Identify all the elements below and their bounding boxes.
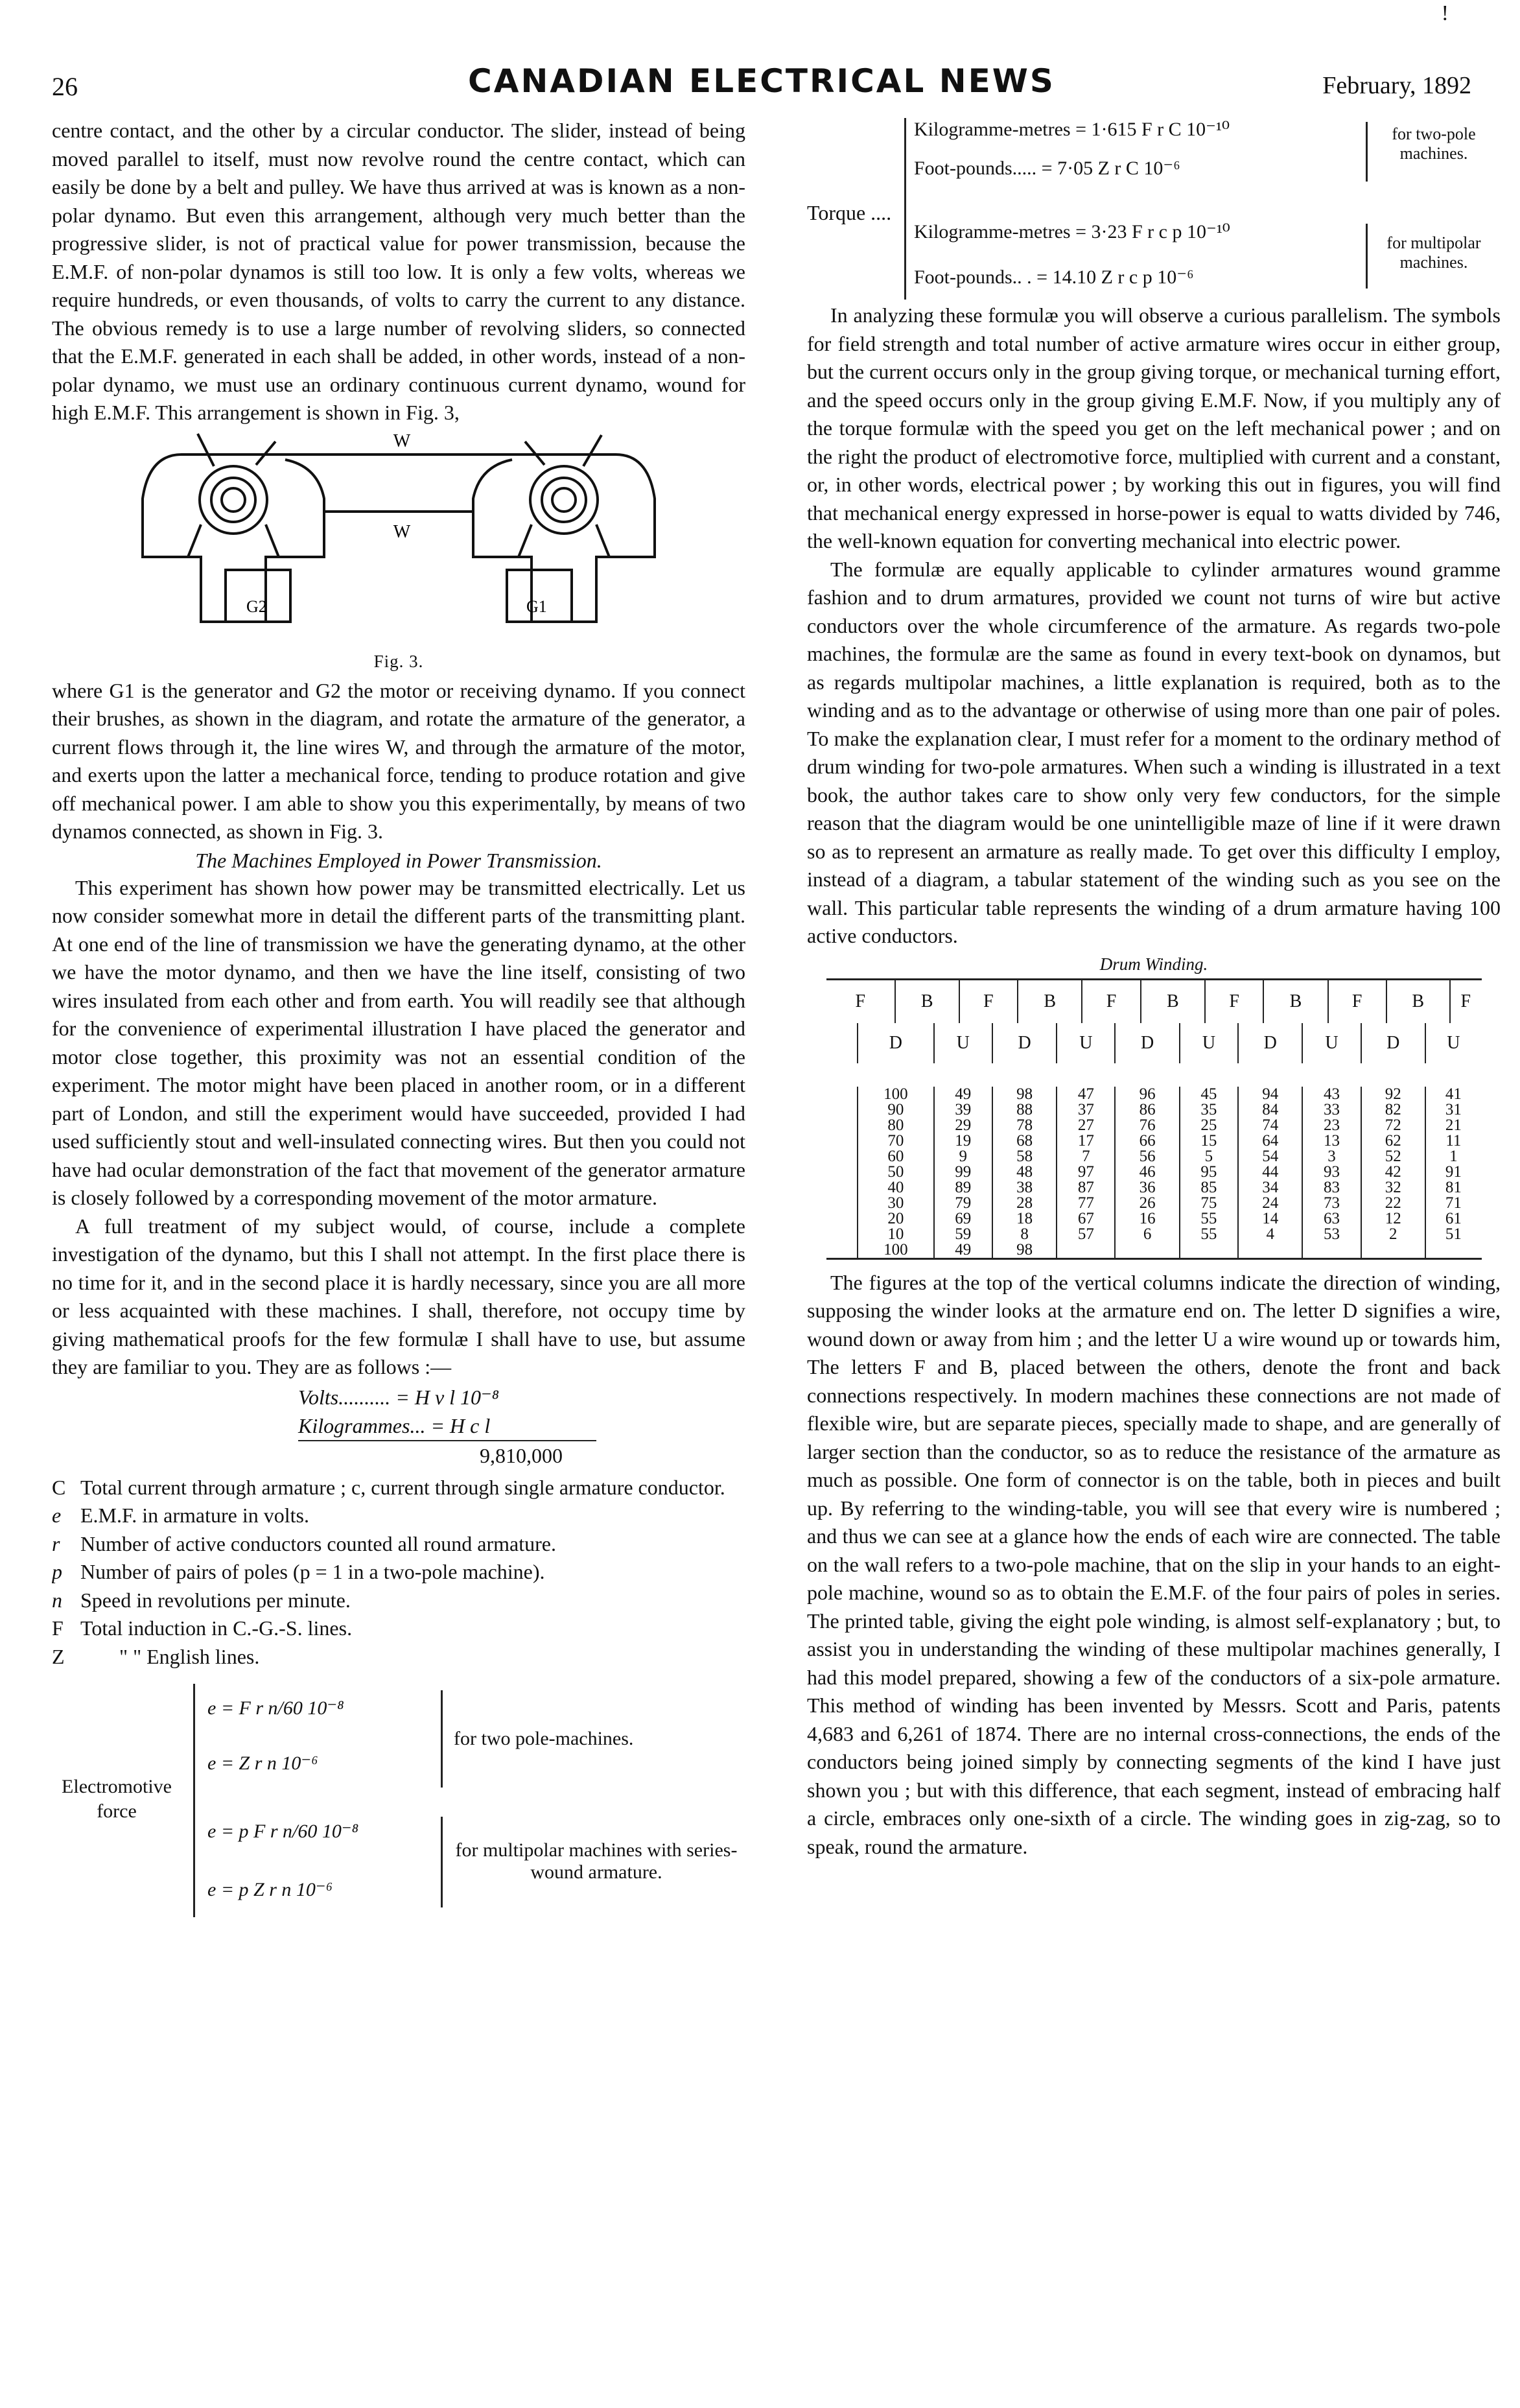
symbol-key: e xyxy=(52,1504,62,1527)
table-cell: 18 xyxy=(992,1211,1057,1227)
table-cell: 42 xyxy=(1361,1164,1425,1180)
table-cell: 74 xyxy=(1238,1118,1302,1133)
table-cell: 7 xyxy=(1057,1149,1115,1164)
table-cell: 38 xyxy=(992,1180,1057,1196)
table-cell: 60 xyxy=(858,1149,933,1164)
table-cell: U xyxy=(1057,1023,1115,1063)
table-cell xyxy=(1180,1242,1238,1259)
table-cell: 33 xyxy=(1302,1102,1361,1118)
table-cell: 20 xyxy=(858,1211,933,1227)
table-cell: 36 xyxy=(1115,1180,1179,1196)
table-cell: 47 xyxy=(1057,1087,1115,1102)
table-cell: B xyxy=(1386,979,1450,1023)
table-cell: 71 xyxy=(1425,1196,1481,1211)
torque-formula-4: Foot-pounds.. . = 14.10 Z r c p 10⁻⁶ xyxy=(914,266,1194,288)
table-cell: 10 xyxy=(858,1227,933,1242)
formula-volts: Volts.......... = H v l 10⁻⁸ xyxy=(298,1385,500,1409)
symbol-desc: " " English lines. xyxy=(119,1644,260,1668)
table-cell: 64 xyxy=(1238,1133,1302,1149)
table-row xyxy=(826,1102,1481,1118)
table-cell: 8 xyxy=(992,1227,1057,1242)
table-cell xyxy=(1115,1242,1179,1259)
symbol-key: p xyxy=(52,1560,62,1583)
table-cell: 80 xyxy=(858,1118,933,1133)
table-cell: 68 xyxy=(992,1133,1057,1149)
right-column xyxy=(807,117,1501,2399)
table-cell xyxy=(1302,1242,1361,1259)
table-row xyxy=(826,1227,1481,1242)
table-cell: 50 xyxy=(858,1164,933,1180)
table-cell: 55 xyxy=(1180,1211,1238,1227)
table-cell: 23 xyxy=(1302,1118,1361,1133)
table-cell: D xyxy=(1115,1023,1179,1063)
table-body xyxy=(826,1087,1481,1259)
table-cell: F xyxy=(826,979,895,1023)
table-cell: F xyxy=(959,979,1018,1023)
table-cell: 90 xyxy=(858,1102,933,1118)
table-cell: 84 xyxy=(1238,1102,1302,1118)
fig-label-g1: G1 xyxy=(526,596,547,616)
table-cell: 72 xyxy=(1361,1118,1425,1133)
list-item xyxy=(52,1502,745,1530)
table-cell: 30 xyxy=(858,1196,933,1211)
table-cell: 89 xyxy=(934,1180,992,1196)
table-cell: 98 xyxy=(992,1242,1057,1259)
symbol-key: r xyxy=(52,1531,60,1555)
masthead: CANADIAN ELECTRICAL NEWS xyxy=(468,62,1055,100)
table-cell: 96 xyxy=(1115,1087,1179,1102)
table-cell: 19 xyxy=(934,1133,992,1149)
volts-formula-block xyxy=(52,1383,745,1470)
table-row xyxy=(826,1196,1481,1211)
symbol-desc: Speed in revolutions per minute. xyxy=(80,1588,351,1612)
table-row xyxy=(826,1180,1481,1196)
table-cell: 16 xyxy=(1115,1211,1179,1227)
table-cell: F xyxy=(1328,979,1386,1023)
torque-formula-block xyxy=(807,117,1501,301)
table-cell: 11 xyxy=(1425,1133,1481,1149)
table-cell: 70 xyxy=(858,1133,933,1149)
table-cell: 21 xyxy=(1425,1118,1481,1133)
figure-caption: Fig. 3. xyxy=(373,651,424,671)
table-cell: 48 xyxy=(992,1164,1057,1180)
symbol-key: F xyxy=(52,1616,64,1640)
fig-label-w-mid: W xyxy=(393,521,411,542)
table-cell: 78 xyxy=(992,1118,1057,1133)
table-cell: U xyxy=(934,1023,992,1063)
table-cell: 76 xyxy=(1115,1118,1179,1133)
formula-kilogrammes-denominator: 9,810,000 xyxy=(298,1440,596,1470)
table-cell: 87 xyxy=(1057,1180,1115,1196)
table-cell: 61 xyxy=(1425,1211,1481,1227)
table-cell: 41 xyxy=(1425,1087,1481,1102)
table-cell: 5 xyxy=(1180,1149,1238,1164)
table-row xyxy=(826,1087,1481,1102)
table-cell: 15 xyxy=(1180,1133,1238,1149)
torque-formula-1: Kilogramme-metres = 1·615 F r C 10⁻¹⁰ xyxy=(914,119,1230,140)
drum-winding-table xyxy=(826,978,1481,1260)
symbol-desc: Total induction in C.-G.-S. lines. xyxy=(80,1616,353,1640)
table-cell: D xyxy=(1361,1023,1425,1063)
table-cell: 44 xyxy=(1238,1164,1302,1180)
table-cell: 25 xyxy=(1180,1118,1238,1133)
table-cell: 69 xyxy=(934,1211,992,1227)
table-cell: 62 xyxy=(1361,1133,1425,1149)
table-cell: 75 xyxy=(1180,1196,1238,1211)
table-cell: 49 xyxy=(934,1087,992,1102)
table-cell: 24 xyxy=(1238,1196,1302,1211)
table-cell: 26 xyxy=(1115,1196,1179,1211)
table-cell: 88 xyxy=(992,1102,1057,1118)
table-cell: 43 xyxy=(1302,1087,1361,1102)
table-cell: 82 xyxy=(1361,1102,1425,1118)
table-title: Drum Winding. xyxy=(1099,954,1208,974)
emf-formula-3: e = p F r n/60 10⁻⁸ xyxy=(207,1821,359,1842)
figure-3-diagram xyxy=(52,427,745,648)
table-cell: U xyxy=(1302,1023,1361,1063)
table-cell: 57 xyxy=(1057,1227,1115,1242)
table-cell: 77 xyxy=(1057,1196,1115,1211)
table-cell: 81 xyxy=(1425,1180,1481,1196)
table-cell: 40 xyxy=(858,1180,933,1196)
symbol-key: C xyxy=(52,1475,66,1499)
table-cell xyxy=(1425,1242,1481,1259)
table-cell: 9 xyxy=(934,1149,992,1164)
table-cell: 67 xyxy=(1057,1211,1115,1227)
table-cell xyxy=(1057,1242,1115,1259)
table-cell: 46 xyxy=(1115,1164,1179,1180)
table-cell: 14 xyxy=(1238,1211,1302,1227)
table-row xyxy=(826,1133,1481,1149)
table-cell: B xyxy=(1141,979,1205,1023)
table-cell: 22 xyxy=(1361,1196,1425,1211)
table-cell: F xyxy=(1450,979,1481,1023)
table-cell: 4 xyxy=(1238,1227,1302,1242)
paragraph: where G1 is the generator and G2 the motor or receiving dynamo. If you connect their brushes, as shown in the diagram, and rotate the armature of the generator, a current flows through it, the line wires W, and through the armature of the motor, and exerts upon the latter a mechanical force, tending to produce rotation and give off mechanical power. I am able to show you this experimentally, by means of two dynamos connected, as shown in Fig. 3. xyxy=(52,678,745,843)
page-header xyxy=(52,62,1471,108)
table-cell: 86 xyxy=(1115,1102,1179,1118)
table-cell: 31 xyxy=(1425,1102,1481,1118)
table-cell: 52 xyxy=(1361,1149,1425,1164)
table-cell xyxy=(1238,1242,1302,1259)
emf-formula-2: e = Z r n 10⁻⁶ xyxy=(207,1753,318,1774)
torque-formula-2: Foot-pounds..... = 7·05 Z r C 10⁻⁶ xyxy=(914,158,1180,179)
table-cell: 92 xyxy=(1361,1087,1425,1102)
table-cell: 98 xyxy=(992,1087,1057,1102)
table-cell xyxy=(1361,1242,1425,1259)
table-cell: 37 xyxy=(1057,1102,1115,1118)
table-cell: 100 xyxy=(858,1242,933,1259)
table-cell: D xyxy=(992,1023,1057,1063)
symbol-desc: E.M.F. in armature in volts. xyxy=(80,1504,309,1527)
emf-note-multipolar: for multipolar machines with series-wound armature. xyxy=(455,1839,738,1883)
table-cell: 97 xyxy=(1057,1164,1115,1180)
table-row xyxy=(826,1211,1481,1227)
table-cell: 29 xyxy=(934,1118,992,1133)
list-item xyxy=(52,1614,745,1643)
table-cell: B xyxy=(1263,979,1327,1023)
table-cell: 93 xyxy=(1302,1164,1361,1180)
table-cell: 27 xyxy=(1057,1118,1115,1133)
table-header-row-fb xyxy=(826,979,1481,1023)
table-cell: 3 xyxy=(1302,1149,1361,1164)
symbol-key: n xyxy=(52,1588,62,1612)
table-cell: 1 xyxy=(1425,1149,1481,1164)
table-cell: 59 xyxy=(934,1227,992,1242)
table-cell: 39 xyxy=(934,1102,992,1118)
table-cell: 56 xyxy=(1115,1149,1179,1164)
table-row xyxy=(826,1164,1481,1180)
table-cell: 13 xyxy=(1302,1133,1361,1149)
table-cell: 28 xyxy=(992,1196,1057,1211)
section-heading: The Machines Employed in Power Transmission. xyxy=(195,848,602,872)
page-number: 26 xyxy=(52,72,78,101)
table-cell: 17 xyxy=(1057,1133,1115,1149)
emf-note-two-pole: for two pole-machines. xyxy=(454,1728,634,1749)
table-cell: F xyxy=(1082,979,1140,1023)
table-row xyxy=(826,1118,1481,1133)
table-cell: 66 xyxy=(1115,1133,1179,1149)
table-cell: 35 xyxy=(1180,1102,1238,1118)
table-cell: 2 xyxy=(1361,1227,1425,1242)
left-column xyxy=(52,117,745,2399)
paragraph: centre contact, and the other by a circular conductor. The slider, instead of being moved parallel to itself, must now revolve round the centre contact, which can easily be done by a belt and pulley. We have thus arrived at was is known as a non-polar dynamo. But even this arrangement, although very much better than the progressive slider, is not of practical value for power transmission, because the E.M.F. of non-polar dynamos is still too low. It is only a few volts, whereas we require hundreds, or even thousands, of volts to carry the current to any distance. The obvious remedy is to use a large number of revolving sliders, so connected that the E.M.F. generated in each shall be added, in other words, instead of a non-polar dynamo, we must use an ordinary continuous current dynamo, wound for high E.M.F. This arrangement is shown in Fig. 3, xyxy=(52,119,745,424)
table-cell: D xyxy=(858,1023,933,1063)
table-cell: 83 xyxy=(1302,1180,1361,1196)
emf-formula-4: e = p Z r n 10⁻⁶ xyxy=(207,1879,333,1900)
table-cell: U xyxy=(1180,1023,1238,1063)
symbol-desc: Total current through armature ; c, current through single armature conductor. xyxy=(80,1475,725,1499)
symbol-list xyxy=(52,1474,745,1671)
list-item xyxy=(52,1587,745,1615)
emf-formula-block xyxy=(52,1677,745,1924)
table-cell: 51 xyxy=(1425,1227,1481,1242)
table-cell: 95 xyxy=(1180,1164,1238,1180)
symbol-desc: Number of pairs of poles (p = 1 in a two-pole machine). xyxy=(80,1560,545,1583)
symbol-key: Z xyxy=(52,1644,65,1668)
torque-formula-3: Kilogramme-metres = 3·23 F r c p 10⁻¹⁰ xyxy=(914,221,1230,242)
table-cell: 100 xyxy=(858,1087,933,1102)
table-cell: F xyxy=(1205,979,1263,1023)
table-cell: 6 xyxy=(1115,1227,1179,1242)
emf-formula-1: e = F r n/60 10⁻⁸ xyxy=(207,1697,344,1719)
table-cell: 99 xyxy=(934,1164,992,1180)
table-cell: 12 xyxy=(1361,1211,1425,1227)
paragraph: The formulæ are equally applicable to cylinder armatures wound gramme fashion and to drum armatures, provided we count not turns of wire but active conductors over the whole circumference of the armature. As regards two-pole machines, the formulæ are the same as found in every text-book on dynamos, but as regards multipolar machines, a little explanation is required, both as to the winding and as to the advantage or otherwise of using more than one pair of poles. To make the explanation clear, I must refer for a moment to the ordinary method of drum winding for two-pole armatures. When such a winding is illustrated in a text book, the author takes care to show only very few conductors, for the simple reason that the diagram would be one unintelligible maze of line if it were drawn so as to represent an armature as really made. To get over this difficulty I employ, instead of a diagram, a tabular statement of the winding such as you see on the wall. This particular table represents the winding of a drum armature having 100 active conductors. xyxy=(807,557,1501,947)
torque-note-two-pole: for two-pole machines. xyxy=(1392,124,1476,163)
table-cell: 45 xyxy=(1180,1087,1238,1102)
table-cell: 54 xyxy=(1238,1149,1302,1164)
torque-label: Torque .... xyxy=(807,201,892,224)
table-cell: 63 xyxy=(1302,1211,1361,1227)
formula-kilogrammes: Kilogrammes... = H c l xyxy=(298,1413,491,1437)
corner-mark: ! xyxy=(1441,1,1449,25)
list-item xyxy=(52,1530,745,1559)
table-cell: 73 xyxy=(1302,1196,1361,1211)
table-row xyxy=(826,1149,1481,1164)
table-cell: 79 xyxy=(934,1196,992,1211)
emf-label: Electromotive force xyxy=(62,1776,172,1822)
table-header-row-du xyxy=(826,1023,1481,1063)
table-cell: 94 xyxy=(1238,1087,1302,1102)
table-cell: B xyxy=(1018,979,1082,1023)
table-cell: 53 xyxy=(1302,1227,1361,1242)
list-item xyxy=(52,1643,745,1671)
table-cell: 49 xyxy=(934,1242,992,1259)
table-cell: 55 xyxy=(1180,1227,1238,1242)
table-cell: 58 xyxy=(992,1149,1057,1164)
paragraph: This experiment has shown how power may be transmitted electrically. Let us now consider somewhat more in detail the different parts of the transmitting plant. At one end of the line of transmission we have the generating dynamo, at the other we have the motor dynamo, and then we have the line itself, consisting of two wires insulated from each other and from earth. You will readily see that although for the convenience of experimental illustration I have placed the generator and motor close together, this proximity was not an essential condition of the experiment. The motor might have been placed in another room, or in a different part of London, and still the experiment would have succeeded, provided I had used sufficiently stout and well-insulated connecting wires. But then you could not have had ocular demonstration of the fact that movement of the generator armature is closely followed by a corresponding movement of the motor armature. xyxy=(52,875,745,1209)
paragraph: A full treatment of my subject would, of course, include a complete investigation of the dynamo, but this I shall not attempt. In the first place there is no time for it, and in the second place it is hardly necessary, since you are all more or less acquainted with these machines. I shall, therefore, not occupy time by giving mathematical proofs for the few formulæ I shall have to use, but assume they are familiar to you. They are as follows :— xyxy=(52,1214,745,1378)
table-cell: D xyxy=(1238,1023,1302,1063)
list-item xyxy=(52,1474,745,1502)
table-cell: 32 xyxy=(1361,1180,1425,1196)
table-row xyxy=(826,1242,1481,1259)
list-item xyxy=(52,1558,745,1587)
table-cell: 34 xyxy=(1238,1180,1302,1196)
paragraph: The figures at the top of the vertical columns indicate the direction of winding, supposing the winder looks at the armature end on. The letter D signifies a wire, wound down or away from him ; and the letter U a wire wound up or towards him, The letters F and B, placed between the others, denote the front and back connections respectively. In modern machines these connections are not made of flexible wire, but are separate pieces, specially made to shape, and are generally of larger section than the conductor, so as to reduce the resistance of the armature as much as possible. One form of connector is on the table, both in pieces and built up. By referring to the winding-table, you will see that every wire is numbered ; and thus we can see at a glance how the ends of each wire are connected. The table on the wall refers to a two-pole machine, that on the slip in your hands to an eight-pole machine, wound so as to obtain the E.M.F. of the four pairs of poles in series. The printed table, giving the eight pole winding, is almost self-explanatory ; but, to assist you in understanding the winding of these multipolar machines generally, I had this model prepared, showing a few of the conductors of a six-pole armature. This method of winding has been invented by Messrs. Scott and Paris, patents 4,683 and 6,261 of 1874. There are no internal cross-connections, the ends of the conductors being joined simply by connecting segments of the kind I have just shown you ; but with this difference, that each segment, instead of embracing half a circle, embraces only one-sixth of a circle. The winding goes in zig-zag, so to speak, round the armature. xyxy=(807,1270,1501,1858)
fig-label-w-top: W xyxy=(393,431,411,451)
fig-label-g2: G2 xyxy=(246,596,267,616)
symbol-desc: Number of active conductors counted all round armature. xyxy=(80,1531,556,1555)
table-cell: U xyxy=(1425,1023,1481,1063)
table-cell: B xyxy=(895,979,959,1023)
torque-note-multipolar: for multipolar machines. xyxy=(1386,233,1481,272)
issue-date: February, 1892 xyxy=(1322,72,1471,99)
paragraph: In analyzing these formulæ you will observe a curious parallelism. The symbols for field strength and total number of active armature wires occur in either group, but the current occurs only in the group giving torque, or mechanical turning effort, and the speed occurs only in the group giving E.M.F. Now, if you multiply any of the torque formulæ with the speed you get on the left mechanical power ; and on the right the product of electromotive force, multiplied with current and a constant, or, in other words, electrical power ; by working this out in figures, you will find that mechanical energy expressed in horse-power is equal to watts divided by 746, the well-known equation for converting mechanical into electric power. xyxy=(807,303,1501,552)
table-cell: 85 xyxy=(1180,1180,1238,1196)
table-cell: 91 xyxy=(1425,1164,1481,1180)
